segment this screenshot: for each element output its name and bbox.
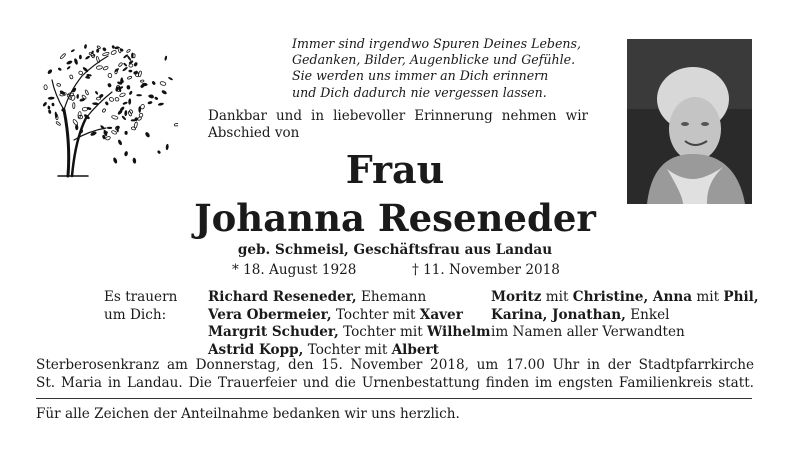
- mourner-line: Margrit Schuder, Tochter mit Wilhelm: [208, 324, 491, 340]
- leaf: [128, 111, 132, 116]
- leaf: [122, 101, 128, 105]
- mourner-line: Vera Obermeier, Tochter mit Xaver: [208, 306, 463, 323]
- mourners-label: Es trauern um Dich:: [104, 289, 178, 323]
- leaf: [73, 58, 78, 65]
- leaf: [124, 110, 127, 116]
- portrait-photo: [627, 39, 752, 204]
- poem-line: Sie werden uns immer an Dich erinnern: [292, 68, 549, 84]
- leaf: [161, 89, 167, 95]
- leaf: [164, 56, 167, 61]
- leaf: [147, 101, 152, 105]
- leaf: [134, 122, 138, 129]
- leaf: [79, 55, 82, 60]
- leaf: [66, 60, 73, 65]
- leaf: [127, 76, 132, 80]
- leaf: [118, 62, 123, 67]
- leaf: [48, 109, 52, 114]
- leaf: [96, 65, 102, 69]
- mourner-line: Karina, Jonathan, Enkel: [491, 306, 670, 323]
- leaf: [103, 66, 109, 71]
- leaf: [96, 56, 100, 63]
- leaf: [72, 119, 78, 126]
- leaf: [122, 66, 128, 71]
- leaf: [151, 80, 156, 85]
- leaf: [174, 123, 178, 126]
- leaf: [47, 69, 53, 75]
- death-date: † 11. November 2018: [412, 262, 560, 278]
- leaf: [108, 73, 112, 78]
- leaf: [48, 97, 55, 100]
- leaf: [138, 71, 142, 77]
- funeral-line: Sterberosenkranz am Donnerstag, den 15. November 2018, um 17.00 Uhr in der Stadtpfarrkirche: [36, 357, 754, 373]
- leaf: [133, 62, 138, 67]
- leaf: [84, 44, 87, 49]
- leaf: [60, 53, 66, 59]
- mourners-right: [491, 289, 759, 342]
- funeral-details: [36, 356, 754, 392]
- mourners-left: [208, 289, 490, 359]
- leaf: [154, 96, 159, 100]
- leaf: [119, 92, 126, 97]
- leaf: [79, 98, 85, 102]
- mourner-line: Richard Reseneder, Ehemann: [208, 289, 427, 305]
- leaf: [96, 97, 100, 100]
- leaf: [44, 85, 48, 90]
- poem: [292, 36, 612, 101]
- leaf: [56, 121, 61, 126]
- leaf: [128, 90, 132, 95]
- leaf: [144, 131, 150, 138]
- leaf: [117, 139, 123, 146]
- leaf: [66, 66, 71, 70]
- divider: [36, 398, 752, 399]
- leaf: [111, 130, 117, 135]
- leaf: [158, 102, 164, 106]
- leaf: [114, 46, 119, 50]
- leaf: [102, 47, 107, 52]
- leaf: [111, 45, 115, 49]
- leaf: [160, 81, 167, 86]
- leaf: [99, 93, 104, 98]
- poem-line: Immer sind irgendwo Spuren Deines Lebens,: [292, 36, 582, 51]
- birth-info: geb. Schmeisl, Geschäftsfrau aus Landau: [237, 242, 553, 258]
- leaf: [111, 115, 118, 120]
- leaf: [57, 83, 61, 86]
- deceased-name: Johanna Reseneder: [194, 196, 596, 240]
- leaf: [137, 116, 142, 120]
- leaf: [124, 131, 127, 135]
- leaf: [123, 62, 128, 67]
- leaf: [107, 83, 112, 88]
- leaf: [85, 90, 89, 96]
- leaf: [102, 108, 106, 112]
- poem-line: Gedanken, Bilder, Augenblicke und Gefühle.: [292, 52, 576, 68]
- salutation: Frau: [345, 147, 445, 192]
- leaf: [54, 111, 57, 118]
- leaf: [51, 102, 54, 106]
- leaf: [96, 49, 99, 53]
- leaf: [111, 50, 117, 56]
- leaf: [126, 49, 130, 53]
- leaf: [114, 68, 120, 73]
- mourner-line: Astrid Kopp, Tochter mit Albert: [208, 341, 439, 358]
- leaf: [168, 76, 174, 80]
- leaf: [140, 80, 144, 83]
- leaf: [126, 85, 130, 90]
- leaf: [57, 67, 61, 71]
- leaf: [47, 105, 50, 109]
- leaf: [115, 97, 120, 102]
- leaf: [85, 55, 91, 60]
- leaf: [107, 127, 112, 129]
- mourner-line: im Namen aller Verwandten: [491, 324, 685, 340]
- funeral-line: St. Maria in Landau. Die Trauerfeier und die Urnenbestattung finden im engsten Familienkreis statt.: [36, 375, 754, 391]
- leaf: [42, 101, 47, 107]
- leaf: [76, 94, 79, 99]
- leaf: [133, 54, 136, 58]
- leaf: [138, 106, 141, 113]
- leaf: [73, 103, 75, 109]
- birth-date: * 18. August 1928: [232, 262, 357, 278]
- leaf: [136, 94, 142, 96]
- leaf: [82, 107, 88, 111]
- leaf: [128, 98, 131, 105]
- leaf: [133, 71, 138, 74]
- leaf: [78, 71, 83, 75]
- leaf: [128, 70, 132, 73]
- leaf: [97, 45, 101, 49]
- leaf: [70, 49, 75, 53]
- thanks-text: Für alle Zeichen der Anteilnahme bedanken wir uns herzlich.: [36, 406, 460, 422]
- leaf: [128, 63, 133, 67]
- leaf: [75, 124, 79, 130]
- leaf: [95, 91, 99, 96]
- leaf: [105, 136, 111, 141]
- leaf: [109, 97, 115, 102]
- poem-line: und Dich dadurch nie vergessen lassen.: [292, 84, 547, 100]
- leaf: [69, 75, 73, 80]
- mourner-line: Moritz mit Christine, Anna mit Phil,: [491, 289, 759, 305]
- leaf: [104, 101, 109, 106]
- intro-text: Dankbar und in liebevoller Erinnerung nehmen wir Abschied von: [208, 108, 588, 141]
